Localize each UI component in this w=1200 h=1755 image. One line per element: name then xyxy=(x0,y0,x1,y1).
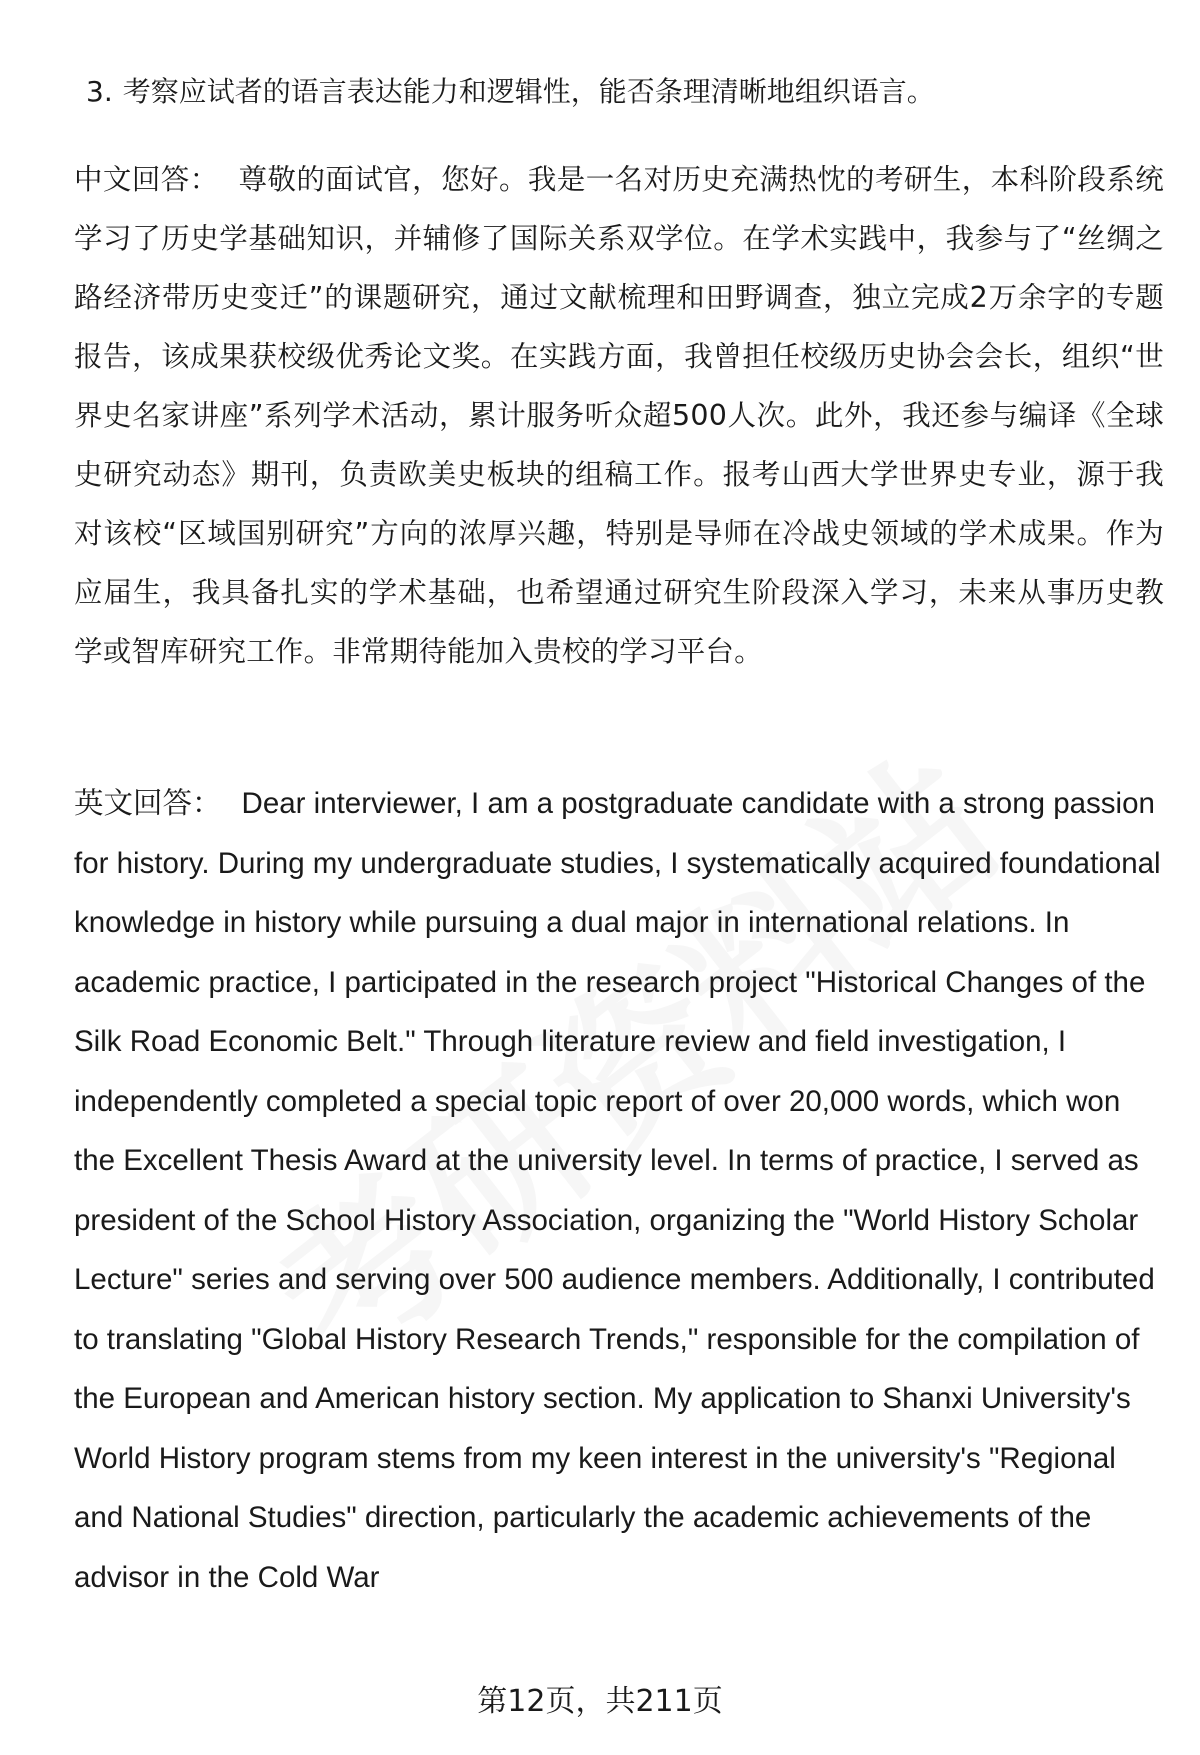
list-item-number: 3. xyxy=(86,75,113,108)
list-item-3 xyxy=(86,62,935,122)
chinese-answer-label: 中文回答： xyxy=(74,163,219,196)
english-answer-text: Dear interviewer, I am a postgraduate candidate with a strong passion for history. During my undergraduate studies, I systematically acquired foundational knowledge in history while pursuing a dual major in international relations. In academic practice, I participated in the research project "Historical Changes of the Silk Road Economic Belt." Through literature review and field investigation, I independently completed a special topic report of over 20,000 words, which won the Excellent Thesis Award at the university level. In terms of practice, I served as president of the School History Association, organizing the "World History Scholar Lecture" series and serving over 500 audience members. Additionally, I contributed to translating "Global History Research Trends," responsible for the compilation of the European and American history section. My application to Shanxi University's World History program stems from my keen interest in the university's "Regional and National Studies" direction, particularly the academic achievements of the advisor in the Cold War xyxy=(74,787,1161,1594)
chinese-answer-text: 尊敬的面试官，您好。我是一名对历史充满热忱的考研生，本科阶段系统学习了历史学基础知识，并辅修了国际关系双学位。在学术实践中，我参与了“丝绸之路经济带历史变迁”的课题研究，通过文献梳理和田野调查，独立完成2万余字的专题报告，该成果获校级优秀论文奖。在实践方面，我曾担任校级历史协会会长，组织“世界史名家讲座”系列学术活动，累计服务听众超500人次。此外，我还参与编译《全球史研究动态》期刊，负责欧美史板块的组稿工作。报考山西大学世界史专业，源于我对该校“区域国别研究”方向的浓厚兴趣，特别是导师在冷战史领域的学术成果。作为应届生，我具备扎实的学术基础，也希望通过研究生阶段深入学习，未来从事历史教学或智库研究工作。非常期待能加入贵校的学习平台。 xyxy=(74,163,1164,668)
english-answer-label: 英文回答： xyxy=(74,787,222,820)
list-item-text: 考察应试者的语言表达能力和逻辑性，能否条理清晰地组织语言。 xyxy=(122,75,935,108)
english-answer-paragraph xyxy=(74,774,1164,1607)
page-indicator: 第12页，共211页 xyxy=(477,1684,723,1719)
page-footer xyxy=(0,1672,1200,1732)
chinese-answer-paragraph xyxy=(74,150,1164,681)
